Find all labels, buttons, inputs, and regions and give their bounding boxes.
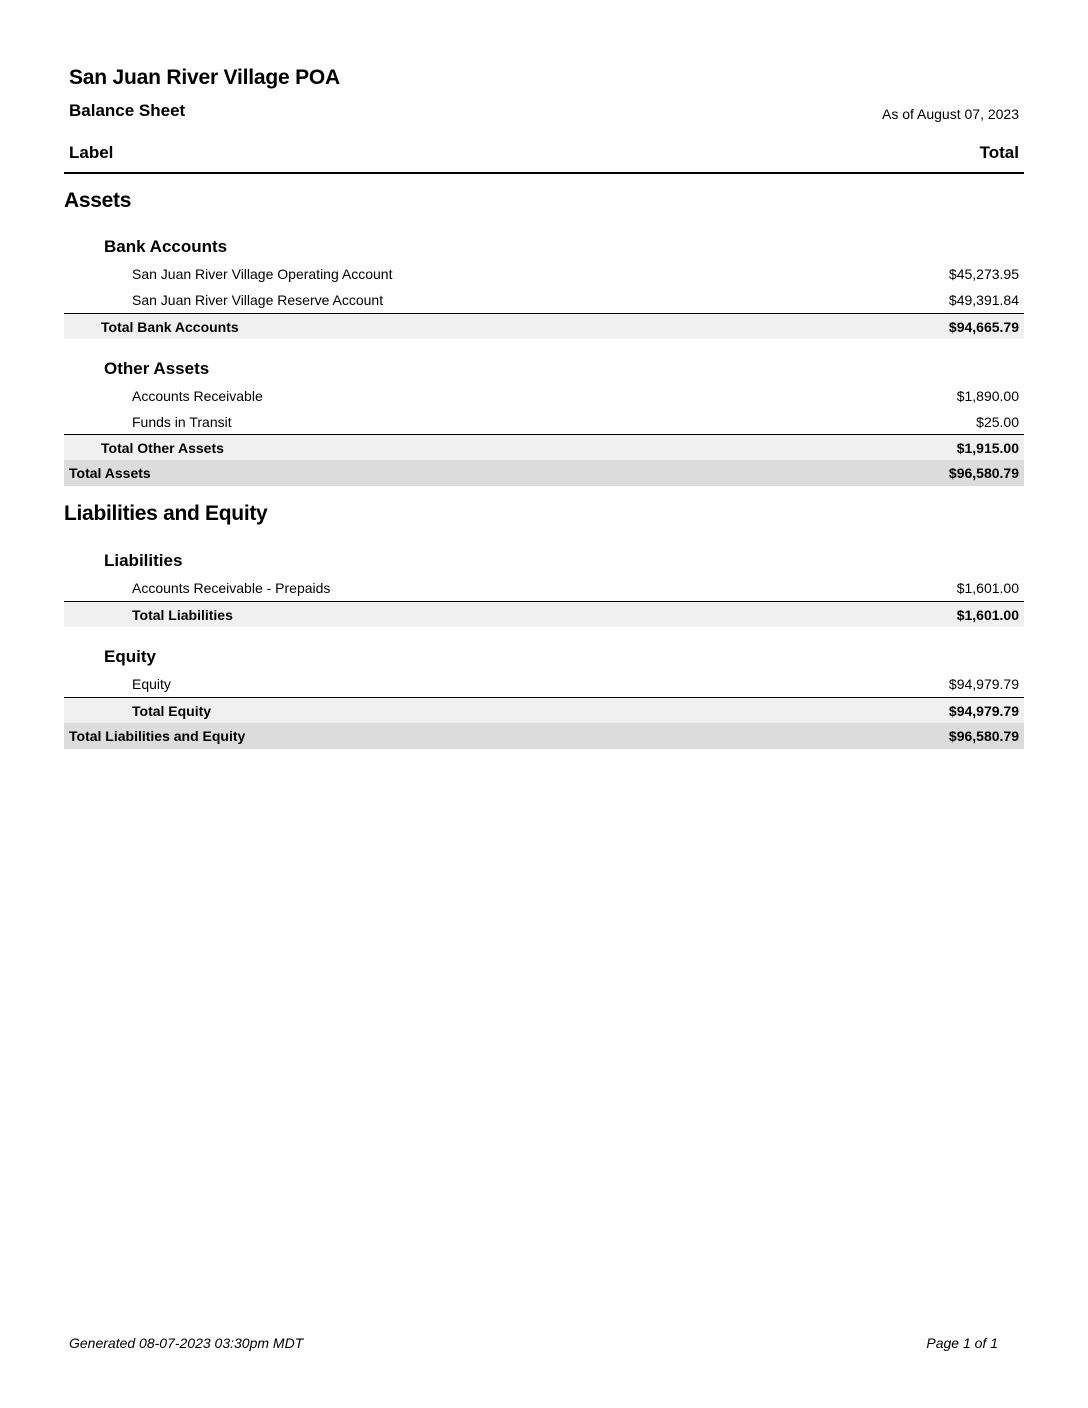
subtotal-row-equity [64, 697, 1024, 723]
subtotal-label: Total Other Assets [101, 440, 224, 456]
subtotal-label: Total Equity [132, 703, 212, 719]
account-amount: $49,391.84 [948, 292, 1019, 308]
account-row [64, 409, 1024, 435]
group-heading-equity: Equity [104, 647, 156, 666]
account-amount: $25.00 [976, 414, 1019, 430]
footer-generated: Generated 08-07-2023 03:30pm MDT [69, 1335, 304, 1351]
group-heading-other-assets: Other Assets [104, 359, 210, 378]
report-date: As of August 07, 2023 [882, 106, 1019, 122]
column-header-label: Label [69, 143, 114, 162]
subtotal-row-bank-accounts [64, 313, 1024, 339]
subtotal-amount: $1,915.00 [956, 440, 1019, 456]
account-amount: $1,890.00 [956, 388, 1019, 404]
report-title: Balance Sheet [69, 101, 186, 120]
account-name: San Juan River Village Operating Account [132, 266, 393, 282]
total-label: Total Liabilities and Equity [69, 728, 246, 744]
subtotal-amount: $94,979.79 [948, 703, 1019, 719]
group-heading-liabilities: Liabilities [104, 551, 183, 570]
group-heading-bank-accounts: Bank Accounts [104, 237, 228, 256]
total-label: Total Assets [69, 465, 151, 481]
account-name: Accounts Receivable - Prepaids [132, 580, 331, 596]
subtotal-label: Total Bank Accounts [101, 319, 239, 335]
account-row [64, 671, 1024, 697]
subtotal-amount: $94,665.79 [948, 319, 1019, 335]
account-amount: $45,273.95 [948, 266, 1019, 282]
account-name: Funds in Transit [132, 414, 232, 430]
account-name: Accounts Receivable [132, 388, 263, 404]
account-row [64, 261, 1024, 287]
company-title: San Juan River Village POA [69, 66, 341, 89]
account-amount: $94,979.79 [948, 676, 1019, 692]
account-row [64, 383, 1024, 409]
subtotal-amount: $1,601.00 [956, 607, 1019, 623]
account-amount: $1,601.00 [956, 580, 1019, 596]
subtotal-row-liabilities [64, 601, 1024, 627]
account-row [64, 287, 1024, 313]
section-heading-liabilities-equity: Liabilities and Equity [64, 502, 268, 525]
subtotal-row-other-assets [64, 434, 1024, 460]
total-row-liabilities-equity [64, 723, 1024, 749]
account-name: San Juan River Village Reserve Account [132, 292, 384, 308]
footer-page-number: Page 1 of 1 [926, 1335, 998, 1351]
section-heading-assets: Assets [64, 189, 132, 212]
account-name: Equity [132, 676, 171, 692]
total-amount: $96,580.79 [948, 465, 1019, 481]
total-amount: $96,580.79 [948, 728, 1019, 744]
column-header-row [64, 140, 1024, 174]
total-row-assets [64, 460, 1024, 486]
column-header-total: Total [979, 143, 1019, 162]
subtotal-label: Total Liabilities [132, 607, 233, 623]
account-row [64, 575, 1024, 601]
